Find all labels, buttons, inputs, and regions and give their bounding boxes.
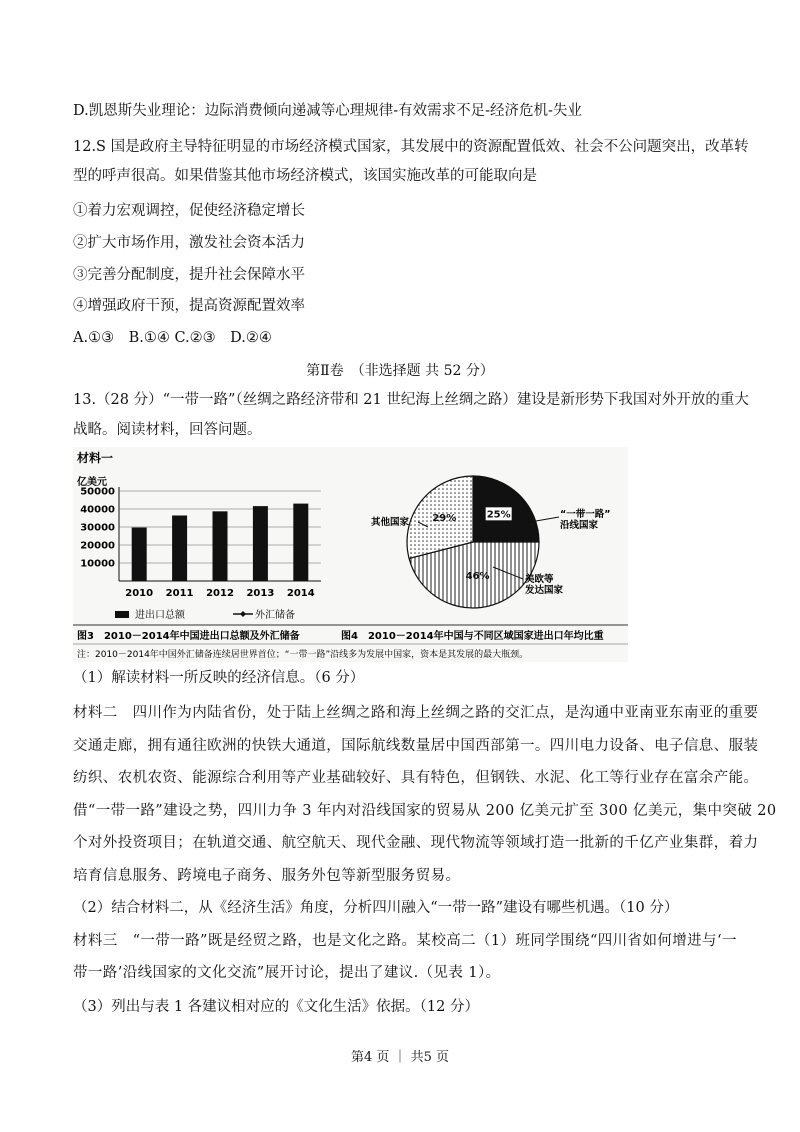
- figure-svg: [73, 447, 628, 662]
- legend-line-marker: [240, 611, 246, 617]
- bar-2012: [213, 511, 228, 581]
- material-two-line-2: 交通走廊，拥有通往欧洲的快铁大通道，国际航线数量居中国西部第一。四川电力设备、电子信息、服装: [73, 738, 759, 754]
- page-footer: 第4 页 ｜ 共5 页: [350, 1050, 450, 1065]
- material-one-figure: [73, 447, 628, 662]
- material-two-line-3: 纺织、农机农资、能源综合利用等产业基础较好、具有特色，但钢铁、水泥、化工等行业存在富余产能。: [73, 770, 759, 786]
- material-two-line-5: 个对外投资项目；在轨道交通、航空航天、现代金融、现代物流等领域打造一批新的千亿产业集群，着力: [73, 835, 759, 851]
- bar-2014: [293, 504, 308, 581]
- pie-category-label: 美欧等: [525, 574, 554, 585]
- figure-note: 注：2010－2014年中国外汇储备连续居世界首位；“一带一路”沿线多为发展中国家，资本是其发展的最大瓶颈。: [77, 650, 529, 660]
- statement-1: ①着力宏观调控，促使经济稳定增长: [73, 203, 305, 219]
- statement-2: ②扩大市场作用，激发社会资本活力: [73, 235, 305, 251]
- material-two-line-6: 培育信息服务、跨境电子商务、服务外包等新型服务贸易。: [73, 868, 461, 884]
- legend-bar-label: 进出口总额: [135, 610, 185, 621]
- y-tick-label: 30000: [80, 522, 115, 534]
- section-title: 第Ⅱ卷 （非选择题 共 52 分）: [306, 363, 494, 379]
- legend-bar-swatch: [115, 611, 129, 618]
- caption-right: 图4 2010－2014年中国与不同区域国家进出口年均比重: [341, 631, 604, 642]
- bar-chart: [80, 487, 321, 600]
- pie-category-label: 发达国家: [525, 585, 564, 596]
- question-13-part-3: （3）列出与表 1 各建议相对应的《文化生活》依据。（12 分）: [73, 999, 479, 1015]
- question-12-stem: 12.S 国是政府主导特征明显的市场经济模式国家，其发展中的资源配置低效、社会不公问题突出，改革转: [73, 139, 749, 155]
- x-tick-label: 2012: [206, 588, 234, 599]
- pie-percent-label: 25%: [486, 509, 511, 521]
- bar-2011: [172, 515, 187, 581]
- statement-3: ③完善分配制度，提升社会保障水平: [73, 267, 305, 283]
- y-tick-label: 20000: [80, 540, 115, 552]
- bar-2010: [132, 528, 147, 581]
- bar-2013: [253, 506, 268, 581]
- question-12-stem-cont: 型的呼声很高。如果借鉴其他市场经济模式，该国实施改革的可能取向是: [73, 168, 537, 184]
- x-tick-label: 2010: [125, 588, 154, 599]
- y-unit-label: 亿美元: [77, 477, 107, 488]
- x-tick-label: 2014: [286, 588, 315, 599]
- question-13-part-1: （1）解读材料一所反映的经济信息。（6 分）: [73, 670, 365, 686]
- y-tick-label: 10000: [80, 558, 115, 570]
- pie-category-label: 其他国家: [371, 517, 410, 528]
- material-two-line-1: 材料二 四川作为内陆省份，处于陆上丝绸之路和海上丝绸之路的交汇点，是沟通中亚南亚东南亚的重要: [73, 705, 759, 721]
- question-13-stem-cont: 战略。阅读材料，回答问题。: [73, 422, 262, 438]
- y-tick-label: 50000: [80, 486, 115, 498]
- material-two-line-4: 借“一带一路”建设之势，四川力争 3 年内对沿线国家的贸易从 200 亿美元扩至 300 亿美元，集中突破 20: [73, 803, 777, 819]
- material-three-line-2: 带一路’沿线国家的文化交流”展开讨论，提出了建议.（见表 1）。: [73, 965, 501, 981]
- x-tick-label: 2011: [165, 588, 194, 599]
- x-tick-label: 2013: [246, 588, 275, 599]
- question-13-stem: 13.（28 分）“一带一路”（丝绸之路经济带和 21 世纪海上丝绸之路）建设是新形势下我国对外开放的重大: [73, 392, 749, 408]
- option-d-line: D.凯恩斯失业理论：边际消费倾向递减等心理规律-有效需求不足-经济危机-失业: [73, 103, 582, 119]
- question-13-part-2: （2）结合材料二，从《经济生活》角度，分析四川融入“一带一路”建设有哪些机遇。（10 分）: [73, 900, 679, 916]
- figure-label: 材料一: [77, 451, 114, 465]
- question-12-options: A.①③ B.①④ C.②③ D.②④: [73, 330, 272, 346]
- pie-percent-label: 46%: [465, 571, 490, 583]
- y-tick-label: 40000: [80, 504, 115, 516]
- statement-4: ④增强政府干预，提高资源配置效率: [73, 298, 305, 314]
- material-three-line-1: 材料三 “一带一路”既是经贸之路，也是文化之路。某校高二（1）班同学围绕“四川省如何增进与‘一: [73, 933, 737, 949]
- pie-percent-label: 29%: [432, 512, 457, 524]
- pie-chart: [371, 476, 611, 608]
- pie-category-label: 沿线国家: [560, 520, 599, 531]
- legend-line-label: 外汇储备: [255, 610, 295, 621]
- pie-category-label: “一带一路”: [560, 509, 611, 520]
- caption-left: 图3 2010－2014年中国进出口总额及外汇储备: [77, 631, 300, 642]
